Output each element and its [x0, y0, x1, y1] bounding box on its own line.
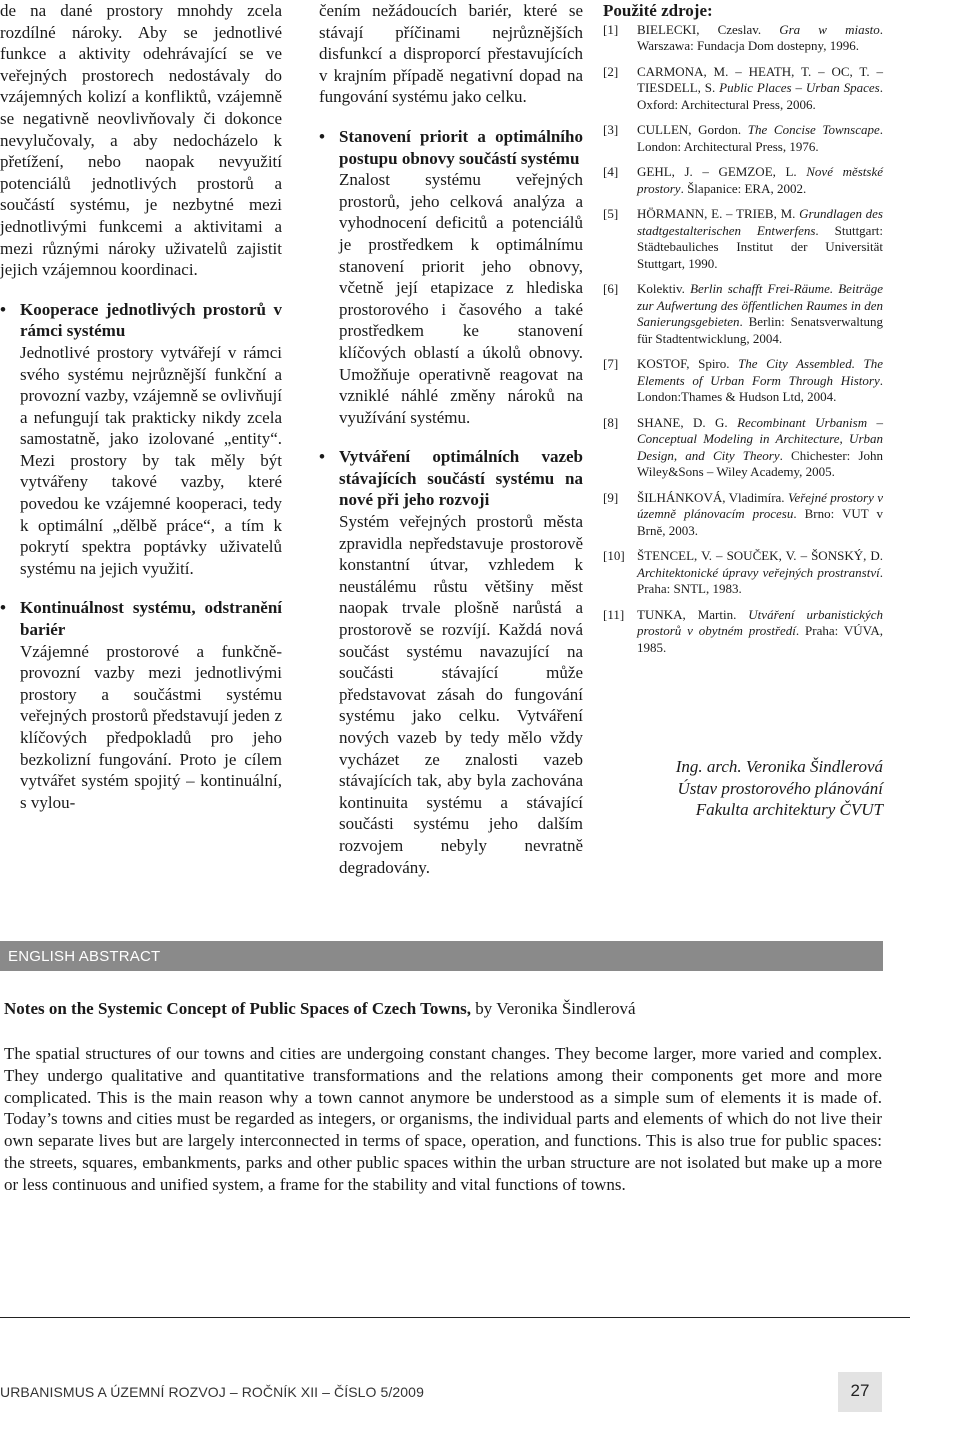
text-column-1: [0, 0, 282, 813]
paragraph: čením nežádoucích bariér, které se stávají příčinami nejrůznějších disfunkcí a disproporcí přestavujících v krajním případě negativní dopad na fungování systému jako celku.: [319, 1, 583, 107]
reference-text: [637, 415, 883, 481]
abstract-title-bold: Notes on the Systemic Concept of Public Spaces of Czech Towns,: [4, 999, 472, 1018]
abstract-title-author: by Veronika Šindlerová: [471, 999, 636, 1018]
reference-author: HÖRMANN, E. – TRIEB, M.: [637, 206, 800, 222]
bullet-icon: •: [319, 126, 325, 146]
reference-publisher: . Brno: VUT v Brně, 2003.: [637, 506, 883, 538]
author-institute: Ústav prostorového plánování: [677, 778, 883, 798]
reference-author: SHANE, D. G.: [637, 414, 738, 430]
reference-publisher: . Praha: VÚVA, 1985.: [637, 623, 883, 655]
reference-number: [4]: [603, 164, 619, 180]
text-column-2: [319, 0, 583, 878]
reference-title: Recombinant Urbanism – Conceptual Modeling in Architecture, Urban Design, and City Theory: [637, 414, 883, 463]
bullet-icon: •: [0, 299, 6, 319]
reference-publisher: . Stuttgart: Städtebauliches Institut der Universität Stuttgart, 1990.: [637, 222, 883, 271]
bullet-icon: •: [319, 447, 325, 467]
reference-publisher: . Oxford: Architectural Press, 2006.: [637, 80, 883, 112]
reference-number: [3]: [603, 122, 619, 138]
abstract-header-bar: [0, 941, 883, 971]
reference-number: [6]: [603, 281, 619, 297]
reference-number: [9]: [603, 489, 619, 505]
page-number: 27: [850, 1381, 870, 1400]
reference-publisher: . Šlapanice: ERA, 2002.: [680, 180, 807, 196]
paragraph: Systém veřejných prostorů města zpravidla nepředstavuje prostorově konstantní útvar, vzhledem k neustálému růstu většiny měst naopak trvale plošně narůstá a prostorově se rozvíjí. Každá nová součást systému navazující na součásti stávající může představovat zásah do fungování systému jako celku. Vytváření nových vazeb by tedy mělo vždy vycházet ze znalosti vazeb stávajících tak, aby byla zachována kontinuita systému a stávající součásti systému jeho dalším rozvojem nebyly nevratně degradovány.: [339, 512, 583, 877]
reference-title: The City Assembled. The Elements of Urban Form Through History: [637, 356, 883, 388]
reference-item: [603, 356, 883, 406]
sources-column: [603, 0, 883, 665]
reference-item: [603, 22, 883, 55]
author-signature: [603, 756, 883, 821]
bullet-heading: • Kontinuálnost systému, odstranění bariér: [0, 598, 282, 640]
reference-author: CARMONA, M. – HEATH, T. – OC, T. – TIESDELL, S.: [637, 63, 883, 96]
reference-item: [603, 164, 883, 197]
reference-item: [603, 281, 883, 347]
page-number-box: [838, 1372, 882, 1412]
footer-divider: [0, 1317, 910, 1318]
reference-item: [603, 206, 883, 272]
reference-title: Nové městské prostory: [637, 164, 883, 196]
reference-title: The Concise Townscape: [747, 122, 880, 138]
reference-text: [637, 122, 883, 155]
reference-number: [7]: [603, 356, 619, 372]
reference-author: KOSTOF, Spiro.: [637, 356, 739, 372]
reference-publisher: . Warszawa: Fundacja Dom dostepny, 1996.: [637, 21, 883, 54]
reference-author: TUNKA, Martin.: [637, 606, 749, 622]
bullet-icon: •: [0, 598, 6, 618]
reference-number: [11]: [603, 606, 625, 622]
reference-text: [637, 356, 883, 406]
reference-number: [10]: [603, 548, 625, 564]
sources-title: Použité zdroje:: [603, 1, 713, 20]
reference-publisher: . London: Architectural Press, 1976.: [637, 122, 883, 154]
author-faculty: Fakulta architektury ČVUT: [695, 800, 883, 819]
reference-publisher: . Berlin: Senatsverwaltung für Stadtentwicklung, 2004.: [637, 314, 883, 346]
paragraph: Znalost systému veřejných prostorů, jeho celková analýza a vyhodnocení deficitů a potenciálů je prostředkem k optimálnímu stanovení priorit jeho obnovy, včetně její etapizace z hlediska prostorového i časového a také prostředkem ke stanovení klíčových oblastí a úkolů obnovy. Umožňuje operativně reagovat na vzniklé náhlé změny nároků na využívání systému.: [339, 170, 583, 427]
journal-footer: URBANISMUS A ÚZEMNÍ ROZVOJ – ROČNÍK XII – ČÍSLO 5/2009: [0, 1384, 424, 1400]
reference-item: [603, 415, 883, 481]
reference-text: [637, 548, 883, 598]
reference-list: [603, 22, 883, 657]
reference-text: [637, 490, 883, 540]
reference-author: GEHL, J. – GEMZOE, L.: [637, 164, 807, 180]
paragraph: Jednotlivé prostory vytvářejí v rámci svého systému nejrůznější funkční a provozní vazby, vzájemně se ovlivňují a nefungují tak prakticky nikdy zcela samostatně, jako izolované „entity“. Mezi prostory by tak měly být vytvářeny takové vazby, které povedou ke vzájemné kooperaci, tedy k optimální „dělbě práce“, a tím k pokrytí spektra poptávky uživatelů systému na jejich využití.: [20, 342, 282, 578]
reference-number: [5]: [603, 206, 619, 222]
reference-number: [2]: [603, 63, 619, 79]
bullet-heading: • Stanovení priorit a optimálního postupu obnovy součástí systému: [319, 126, 583, 168]
reference-publisher: . Praha: SNTL, 1983.: [637, 564, 883, 597]
reference-text: [637, 22, 883, 55]
bullet-heading: • Kooperace jednotlivých prostorů v rámci systému: [0, 299, 282, 341]
reference-item: [603, 122, 883, 155]
reference-number: [8]: [603, 414, 619, 430]
reference-author: Kolektiv.: [637, 281, 691, 297]
paragraph: Vzájemné prostorové a funkčně-provozní vazby mezi jednotlivými prostory a součástmi systému veřejných prostorů představují jeden z klíčových předpokladů pro jeho bezkolizní fungování. Proto je cílem vytvářet systém spojitý – kontinuální, s vylou-: [20, 641, 282, 812]
reference-number: [1]: [603, 21, 619, 37]
reference-author: ŠTENCEL, V. – SOUČEK, V. – ŠONSKÝ, D.: [637, 548, 883, 564]
reference-item: [603, 548, 883, 598]
reference-text: [637, 607, 883, 657]
author-name: Ing. arch. Veronika Šindlerová: [675, 757, 883, 776]
reference-text: [637, 206, 883, 272]
reference-title: Utváření urbanistických prostorů v obytném prostředí: [637, 606, 883, 639]
reference-author: CULLEN, Gordon.: [637, 122, 748, 138]
reference-title: Architektonické úpravy veřejných prostranství: [637, 564, 880, 580]
abstract-text: The spatial structures of our towns and cities are undergoing constant changes. They become larger, more varied and complex. They undergo qualitative and quantitative transformations and the relations among their components get more and more complicated. This is the main reason why a town cannot anymore be understood as a simple sum of elements it is made of. Today’s towns and cities must be regarded as integers, or organisms, the individual parts and elements of which do not live their own separate lives but are largely interconnected in terms of space, operation, and functions. This is also true for public spaces: the streets, squares, embankments, parks and other public spaces within the urban structure are not isolated but make up a more or less continuous and unified system, a frame for the stability and vital functions of towns.: [4, 1044, 882, 1194]
reference-title: Grundlagen des stadtgestalterischen Entwerfens: [637, 206, 883, 238]
reference-title: Public Places – Urban Spaces: [719, 80, 880, 96]
reference-author: ŠILHÁNKOVÁ, Vladimíra.: [637, 489, 788, 505]
reference-item: [603, 490, 883, 540]
reference-text: [637, 281, 883, 347]
bullet-heading: • Vytváření optimálních vazeb stávajících součástí systému na nové při jeho rozvoji: [319, 447, 583, 510]
abstract-title: [4, 999, 882, 1019]
reference-title: Veřejné prostory v územně plánovacím procesu: [637, 489, 884, 522]
reference-title: Berlin schafft Frei-Räume. Beiträge zur Aufwertung des öffentlichen Raumes in den Sanierungsgebieten: [637, 281, 884, 330]
reference-item: [603, 607, 883, 657]
reference-text: [637, 164, 883, 197]
reference-author: BIELECKI, Czeslav.: [637, 21, 780, 37]
reference-publisher: . London:Thames & Hudson Ltd, 2004.: [637, 372, 883, 405]
reference-title: Gra w miasto: [779, 21, 880, 37]
reference-publisher: . Chichester: John Wiley&Sons – Wiley Academy, 2005.: [637, 447, 884, 480]
reference-item: [603, 64, 883, 114]
abstract-label: ENGLISH ABSTRACT: [8, 948, 161, 965]
paragraph: de na dané prostory mnohdy zcela rozdílné nároky. Aby se jednotlivé funkce a aktivity odehrávající se ve veřejných prostorech nedostávaly do vzájemných kolizí a konfliktů, vzájemně se negativně neovlivňovaly či dokonce nevylučovaly, a aby nedocházelo k přetížení, nebo naopak nevyužití potenciálů jednotlivých prostorů a součástí systému, je nezbytné mezi jednotlivými funkcemi a aktivitami a mezi různými nároky uživatelů zajistit jejich vzájemnou koordinaci.: [0, 1, 282, 280]
reference-text: [637, 64, 883, 114]
